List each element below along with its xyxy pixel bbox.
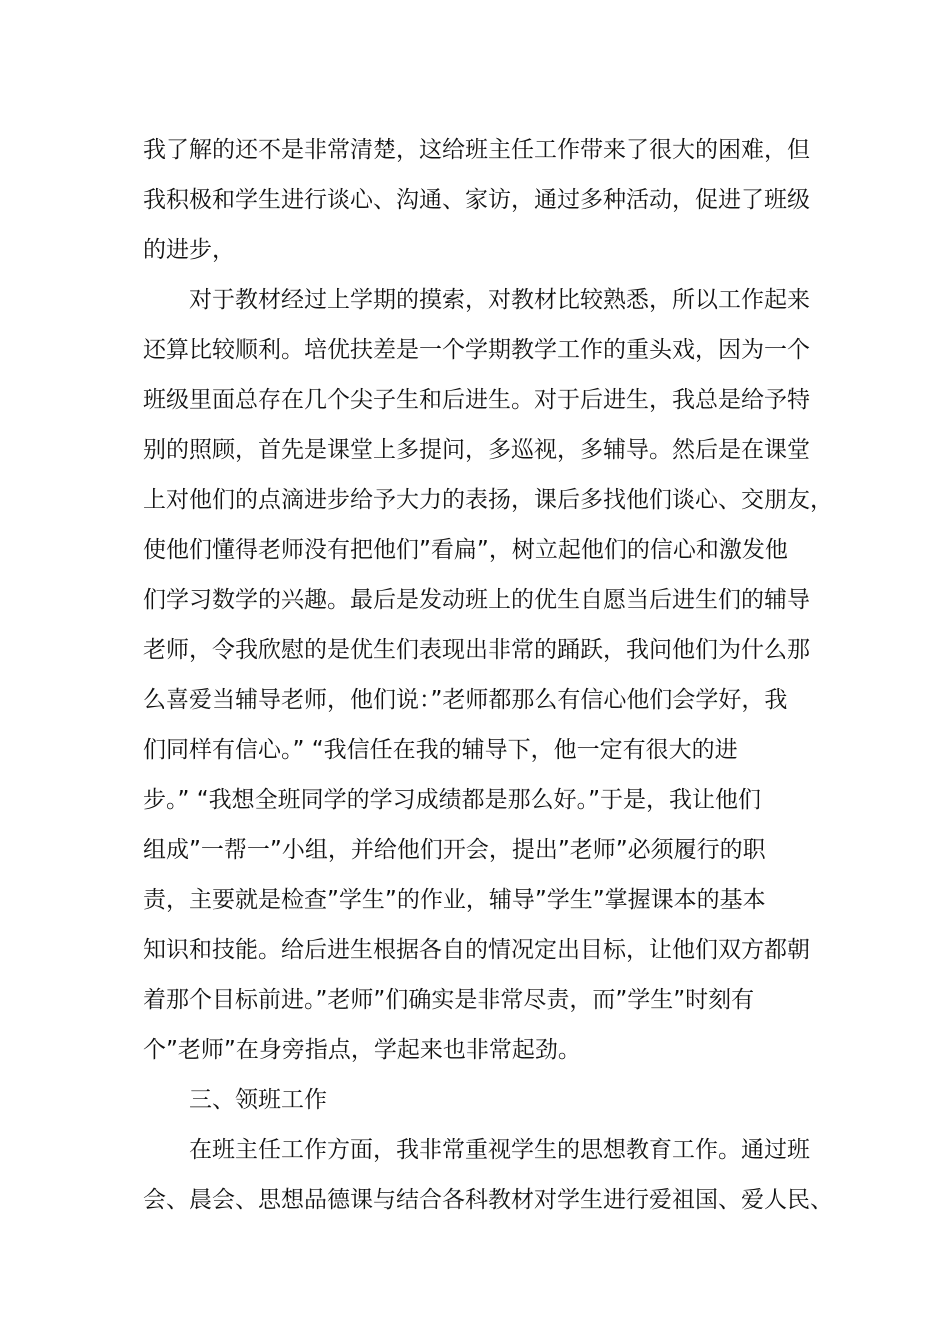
text-line-15: 组成”一帮一”小组，并给他们开会，提出”老师”必须履行的职 bbox=[143, 837, 766, 863]
text-line-14: 步。” “我想全班同学的学习成绩都是那么好。”于是，我让他们 bbox=[143, 787, 762, 813]
text-line-16: 责，主要就是检查”学生”的作业，辅导”学生”掌握课本的基本 bbox=[143, 887, 766, 913]
paragraph-start-line-2: 在班主任工作方面，我非常重视学生的思想教育工作。通过班 bbox=[189, 1137, 810, 1163]
text-line-17: 知识和技能。给后进生根据各自的情况定出目标，让他们双方都朝 bbox=[143, 937, 810, 963]
text-line-13: 们同样有信心。” “我信任在我的辅导下，他一定有很大的进 bbox=[143, 737, 738, 763]
text-line-3: 的进步， bbox=[143, 237, 235, 263]
text-line-19: 个”老师”在身旁指点，学起来也非常起劲。 bbox=[143, 1037, 581, 1063]
text-line-22: 会、晨会、思想品德课与结合各科教材对学生进行爱祖国、爱人民、 bbox=[143, 1187, 833, 1213]
text-line-10: 们学习数学的兴趣。最后是发动班上的优生自愿当后进生们的辅导 bbox=[143, 587, 810, 613]
text-line-7: 别的照顾，首先是课堂上多提问，多巡视，多辅导。然后是在课堂 bbox=[143, 437, 810, 463]
text-line-5: 还算比较顺利。培优扶差是一个学期教学工作的重头戏，因为一个 bbox=[143, 337, 810, 363]
paragraph-start-line: 对于教材经过上学期的摸索，对教材比较熟悉，所以工作起来 bbox=[189, 287, 810, 313]
text-line-11: 老师，令我欣慰的是优生们表现出非常的踊跃，我问他们为什么那 bbox=[143, 637, 810, 663]
text-line-2: 我积极和学生进行谈心、沟通、家访，通过多种活动，促进了班级 bbox=[143, 187, 810, 213]
text-line-6: 班级里面总存在几个尖子生和后进生。对于后进生，我总是给予特 bbox=[143, 387, 810, 413]
text-line-18: 着那个目标前进。”老师”们确实是非常尽责，而”学生”时刻有 bbox=[143, 987, 755, 1013]
text-line-1: 我了解的还不是非常清楚，这给班主任工作带来了很大的困难，但 bbox=[143, 137, 810, 163]
text-line-9: 使他们懂得老师没有把他们”看扁”，树立起他们的信心和激发他 bbox=[143, 537, 788, 563]
section-heading: 三、领班工作 bbox=[189, 1087, 327, 1113]
text-line-8: 上对他们的点滴进步给予大力的表扬，课后多找他们谈心、交朋友， bbox=[143, 487, 833, 513]
text-line-12: 么喜爱当辅导老师，他们说：”老师都那么有信心他们会学好，我 bbox=[143, 687, 788, 713]
